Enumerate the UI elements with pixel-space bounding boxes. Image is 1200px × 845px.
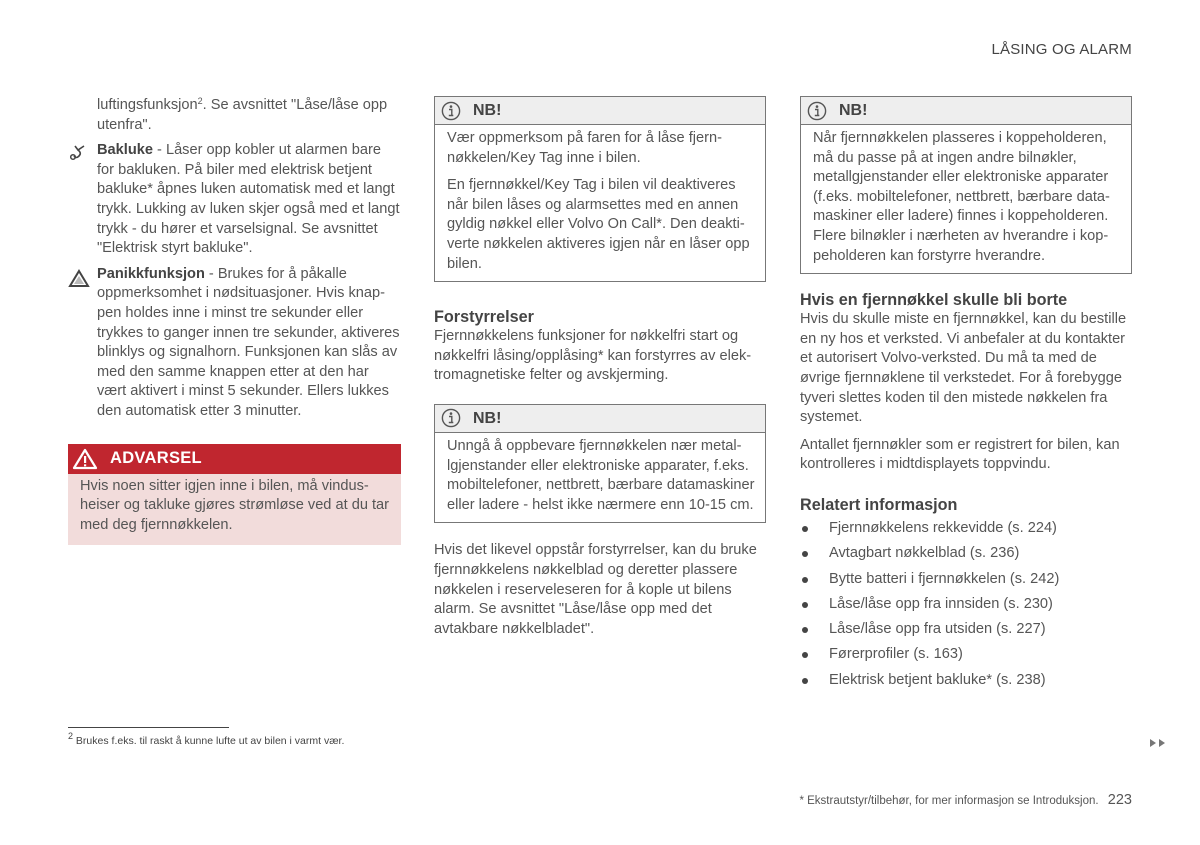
nb-box-key-locked bbox=[434, 96, 766, 282]
column-2 bbox=[434, 96, 766, 639]
warning-header bbox=[68, 444, 401, 474]
warning-box bbox=[68, 444, 401, 546]
info-icon bbox=[441, 101, 461, 121]
related-link[interactable]: Fjernnøkkelens rekkevidde (s. 224) bbox=[800, 516, 1132, 541]
intro-text: luftingsfunksjon bbox=[97, 97, 198, 113]
section-heading: Forstyrrelser bbox=[434, 308, 534, 327]
item-title: Panikkfunksjon bbox=[97, 265, 205, 282]
info-icon bbox=[441, 408, 461, 428]
related-link[interactable]: Bytte batteri i fjernnøkkelen (s. 242) bbox=[800, 567, 1132, 592]
related-link[interactable]: Avtagbart nøkkelblad (s. 236) bbox=[800, 541, 1132, 566]
nb-header bbox=[435, 97, 765, 125]
page-number: 223 bbox=[1107, 792, 1132, 808]
page-footer bbox=[799, 791, 1132, 812]
intro-paragraph bbox=[68, 96, 401, 135]
warning-triangle-icon bbox=[72, 448, 98, 470]
interference-section bbox=[434, 307, 766, 386]
footnote-divider bbox=[68, 727, 229, 728]
related-links-list bbox=[800, 516, 1132, 693]
intro-rest: . Se avsnittet "Låse/låse opp utenfra". bbox=[97, 97, 388, 133]
nb-body bbox=[801, 125, 1131, 273]
item-text: - Brukes for å påkalle oppmerksomhet i nødsituasjoner. Hvis knappen holdes inne i minst tre sekunder eller trykkes to ganger innen tre sekunder, aktiveres blinklys og signalhorn. Funksjonen kan slås av med den samme knappen etter at den har vært aktivert i minst 5 sekunder. Ellers lukkes den automatisk etter 3 minutter. bbox=[97, 265, 400, 419]
interference-followup: Hvis det likevel oppstår forstyrrelser, kan du bruke fjernnøkkelens nøkkelblad og deretter plassere nøkkelen i reserveleseren for å kople ut bilens alarm. Se avsnittet "Låse/låse opp med det avtakbare nøkkelbladet". bbox=[434, 542, 757, 637]
section-text: Antallet fjernnøkler som er registrert for bilen, kan kontrolleres i midtdisplayets toppvindu. bbox=[800, 436, 1120, 473]
warning-title: ADVARSEL bbox=[110, 448, 202, 467]
section-text: Hvis du skulle miste en fjernnøkkel, kan du bestille en ny hos et verksted. Vi anbefaler at du kontakter et autorisert Volvo-verksted. Du må ta med de øvrige fjernnøklene til verkstedet. For å forebygge tyveri slettes koden til den mistede nøkkelen fra systemet. bbox=[800, 311, 1127, 426]
tailgate-icon bbox=[68, 143, 90, 163]
nb-paragraph: Vær oppmerksom på faren for å låse fjernnøkkelen/Key Tag inne i bilen. bbox=[447, 130, 722, 166]
lost-key-section bbox=[800, 290, 1132, 475]
panic-triangle-icon bbox=[68, 269, 90, 289]
item-title: Bakluke bbox=[97, 142, 153, 159]
nb-body bbox=[435, 125, 765, 281]
warning-text: Hvis noen sitter igjen inne i bilen, må vindusheiser og takluke gjøres strømløse ved at du tar med deg fjernnøkkelen. bbox=[80, 477, 390, 533]
nb-body bbox=[435, 433, 765, 522]
nb-title: NB! bbox=[839, 101, 868, 119]
section-heading: Relatert informasjon bbox=[800, 495, 958, 514]
column-1 bbox=[68, 96, 401, 545]
related-info-section bbox=[800, 495, 1132, 693]
chapter-title: LÅSING OG ALARM bbox=[991, 41, 1132, 58]
nb-paragraph: Unngå å oppbevare fjernnøkkelen nær metallgjenstander eller elektroniske apparater, f.eks. mobiltelefoner, nettbrett, bærbare datamaskiner eller ladere - helst ikke nærmere enn 10-15 cm. bbox=[447, 437, 755, 513]
footnote-number: 2 bbox=[68, 731, 74, 741]
section-heading: Hvis en fjernnøkkel skulle bli borte bbox=[800, 291, 1068, 310]
section-text: Fjernnøkkelens funksjoner for nøkkelfri start og nøkkelfri låsing/opplåsing* kan forstyrres av elektromagnetiske felter og avskjerming. bbox=[434, 328, 752, 384]
related-link[interactable]: Låse/låse opp fra utsiden (s. 227) bbox=[800, 617, 1132, 642]
nb-paragraph: Når fjernnøkkelen plasseres i koppeholderen, må du passe på at ingen andre bilnøkler, metallgjenstander eller elektroniske apparater (f.eks. mobiltelefoner, nettbrett, bærbare datamaskiner eller ladere) finnes i koppeholderen. Flere bilnøkler i nærheten av hverandre i koppeholderen kan forstyrre hverandre. bbox=[813, 130, 1110, 264]
panic-item bbox=[68, 265, 401, 422]
tailgate-item bbox=[68, 141, 401, 259]
column-3 bbox=[800, 96, 1132, 693]
related-link[interactable]: Elektrisk betjent bakluke* (s. 238) bbox=[800, 668, 1132, 693]
item-text: - Låser opp kobler ut alarmen bare for bakluken. På biler med elektrisk betjent bakluke* åpnes luken automatisk med et langt trykk. Lukking av luken skjer også med et langt trykk - du hører et varselsignal. Se avsnittet "Elektrisk styrt bakluke". bbox=[97, 142, 400, 257]
footnote-text: Brukes f.eks. til raskt å kunne lufte ut av bilen i varmt vær. bbox=[73, 735, 345, 747]
related-link[interactable]: Låse/låse opp fra innsiden (s. 230) bbox=[800, 592, 1132, 617]
nb-title: NB! bbox=[473, 409, 502, 427]
nb-header bbox=[801, 97, 1131, 125]
continue-arrows-icon[interactable] bbox=[1148, 737, 1168, 749]
info-icon bbox=[807, 101, 827, 121]
related-link[interactable]: Førerprofiler (s. 163) bbox=[800, 642, 1132, 667]
nb-title: NB! bbox=[473, 101, 502, 119]
nb-paragraph: En fjernnøkkel/Key Tag i bilen vil deaktiveres når bilen låses og alarmsettes med en annen gyldig nøkkel eller Volvo On Call*. Den deaktiverte nøkkelen aktiveres igjen når en låser opp bilen. bbox=[447, 177, 750, 272]
nb-header bbox=[435, 405, 765, 433]
nb-box-interference bbox=[434, 404, 766, 523]
nb-box-cupholder bbox=[800, 96, 1132, 274]
footnote-ref[interactable]: 2 bbox=[197, 96, 203, 106]
accessory-note: * Ekstrautstyr/tilbehør, for mer informasjon se Introduksjon. bbox=[799, 795, 1099, 807]
footnote bbox=[68, 732, 344, 752]
